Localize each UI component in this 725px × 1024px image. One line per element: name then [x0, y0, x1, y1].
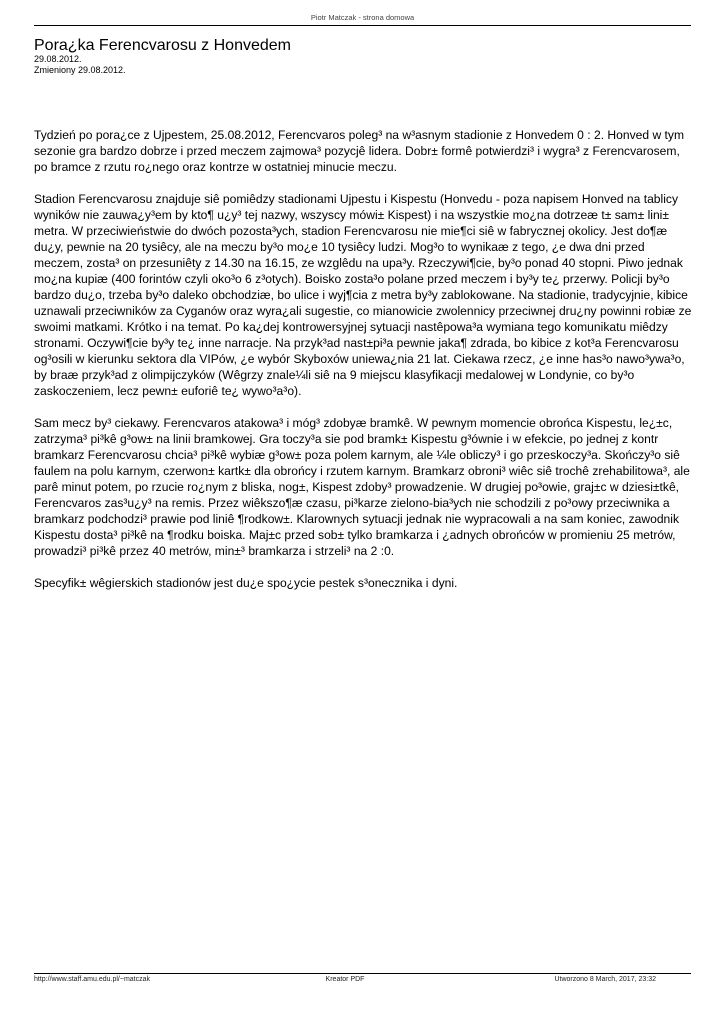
article-body: [34, 127, 694, 607]
article-paragraph: Specyfik± wêgierskich stadionów jest du¿e spo¿ycie pestek s³onecznika i dyni.: [34, 576, 458, 590]
article-paragraph: Sam mecz by³ ciekawy. Ferencvaros atakowa³ i móg³ zdobyæ bramkê. W pewnym momencie obrońca Kispestu, le¿±c, zatrzyma³ pi³kê g³ow± na linii bramkowej. Gra toczy³a sie pod bramk± Kispestu g³ównie i w efekcie, po jednej z kontr bramkarz Ferencvarosu chcia³ pi³kê wybiæ g³ow± poza polem karnym, ale ¼le obliczy³ i go przeskoczy³a. Skończy³o siê faulem na polu karnym, czerwon± kartk± dla obrońcy i rzutem karnym. Bramkarz obroni³ wiêc siê trochê zrehabilitowa³, ale parê minut potem, po rzucie ro¿nym z bliska, nog±, Kispest zdoby³ prowadzenie. W drugiej po³owie, graj±c w dziesi±tkê, Ferencvaros zas³u¿y³ na remis. Przez wiêkszo¶æ czasu, pi³karze zielono-bia³ych nie schodzili z po³owy przeciwnika a bramkarz podchodzi³ prawie pod liniê ¶rodkow±. Klarownych sytuacji jednak nie wypracowali a na sam koniec, zawodnik Kispestu dosta³ pi³kê na ¶rodku boiska. Maj±c przed sob± tylko bramkarza i ¿adnych obrońców w promieniu 25 metrów, prowadzi³ pi³kê przez 40 metrów, min±³ bramkarza i strzeli³ na 2 :0.: [34, 416, 690, 558]
footer-generator: Kreator PDF: [325, 976, 365, 983]
article-date: 29.08.2012.: [34, 54, 82, 64]
article-modified-date: Zmieniony 29.08.2012.: [34, 65, 126, 75]
article-paragraph: Stadion Ferencvarosu znajduje siê pomiêdzy stadionami Ujpestu i Kispestu (Honvedu - poza napisem Honved na tablicy wyników nie zauwa¿y³em by kto¶ u¿y³ tej nazwy, wszyscy mówi± Kispest) i na wszystkie mo¿na dotrzeæ t± sam± lini± metra. W przeciwieństwie do dwóch pozosta³ych, stadion Ferencvarosu nie mie¶ci siê w fabrycznej okolicy. Jest do¶æ du¿y, pewnie na 20 tysiêcy, ale na meczu by³o mo¿e 10 tysiêcy ludzi. Mog³o to wynikaæ z tego, ¿e dwa dni przed meczem, zosta³ on przesuniêty z 14.30 na 16.15, ze wzglêdu na upa³y. Rzeczywi¶cie, by³o ponad 40 stopni. Piwo jednak mo¿na kupiæ (400 forintów czyli oko³o 6 z³otych). Boisko zosta³o polane przed meczem i by³y te¿ przerwy. Policji by³o bardzo du¿o, trzeba by³o daleko obchodziæ, bo ulice i wyj¶cia z metra by³y zablokowane. Na stadionie, tradycyjnie, kibice uznawali przeciwników za Cyganów oraz wyra¿ali sugestie, co mianowicie zwolennicy przeciwnej dru¿ny powinni robiæ ze swoimi matkami. Krótko i na temat. Po ka¿dej kontrowersyjnej sytuacji nastêpowa³a wymiana tego komunikatu miêdzy stronami. Oczywi¶cie by³y te¿ inne narracje. Na przyk³ad nast±pi³a pewnie jaka¶ zdrada, bo kibice z kot³a Ferencvarosu og³osili w kierunku sektora dla VIPów, ¿e wybór Skyboxów uniewa¿nia 21 lat. Ciekawa rzecz, ¿e inne has³o nawo³ywa³o, by braæ przyk³ad z olimpijczyków (Wêgrzy znale¼li siê na 9 miejscu klasyfikacji medalowej w Londynie, co by³o zaskoczeniem, lecz pewn± euforiê te¿ wywo³a³o).: [34, 192, 692, 398]
page-footer: [34, 976, 656, 988]
article-title: Pora¿ka Ferencvarosu z Honvedem: [34, 37, 291, 54]
footer-divider: [34, 973, 691, 974]
footer-url-link[interactable]: http://www.staff.amu.edu.pl/~matczak: [34, 976, 151, 983]
article-header: [34, 37, 694, 76]
footer-created-date: Utworzono 8 March, 2017, 23:32: [554, 976, 656, 983]
page-header: Piotr Matczak - strona domowa: [310, 13, 415, 22]
header-divider: [34, 25, 691, 26]
article-paragraph: Tydzień po pora¿ce z Ujpestem, 25.08.2012, Ferencvaros poleg³ na w³asnym stadionie z Honvedem 0 : 2. Honved w tym sezonie gra bardzo dobrze i przed meczem zajmowa³ pozycjê lidera. Dobr± formê potwierdzi³ i wygra³ z Ferencvarosem, po bramce z rzutu ro¿nego oraz kontrze w ostatniej minucie meczu.: [34, 128, 685, 174]
